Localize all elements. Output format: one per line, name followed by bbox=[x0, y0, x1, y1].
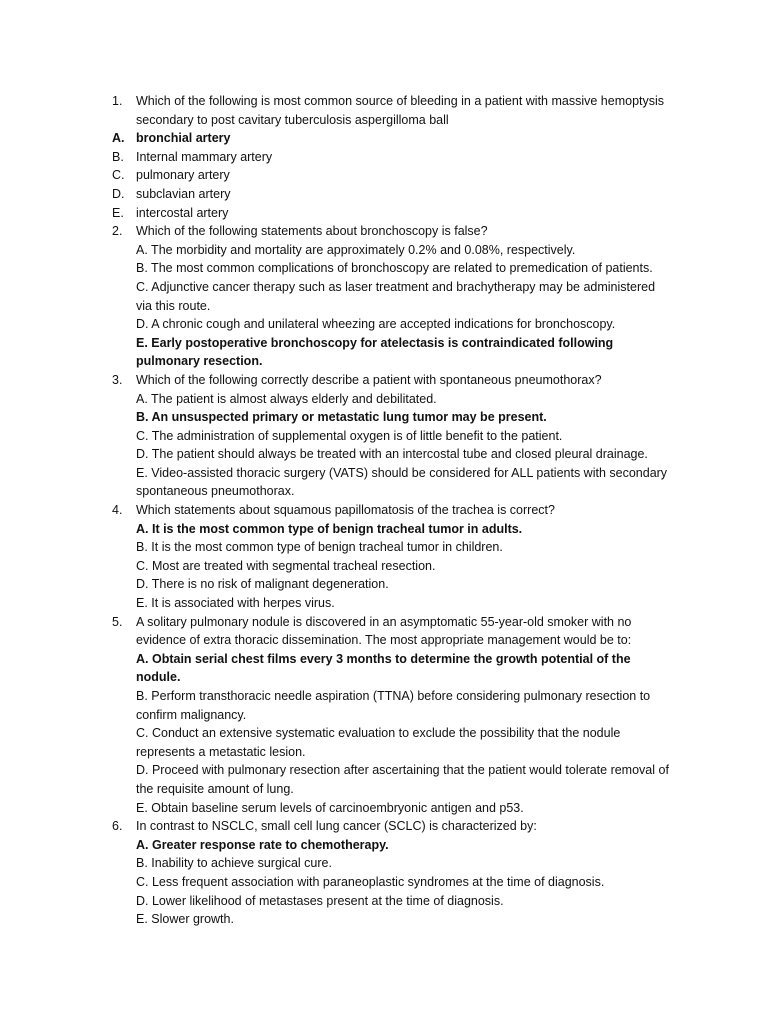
option-text: E. Obtain baseline serum levels of carcinoembryonic antigen and p53. bbox=[136, 800, 524, 815]
question-5 bbox=[112, 613, 672, 650]
answer-option bbox=[112, 204, 672, 223]
option-text: B. Perform transthoracic needle aspiration (TTNA) before considering pulmonary resection to confirm malignancy. bbox=[136, 689, 651, 722]
option-text: E. It is associated with herpes virus. bbox=[136, 596, 335, 611]
option-text: subclavian artery bbox=[136, 186, 231, 201]
answer-option bbox=[112, 427, 672, 446]
question-6 bbox=[112, 817, 672, 836]
question-2 bbox=[112, 222, 672, 241]
answer-option-correct bbox=[112, 650, 672, 687]
answer-option-correct bbox=[112, 334, 672, 371]
question-stem: A solitary pulmonary nodule is discovered in an asymptomatic 55-year-old smoker with no evidence of extra thoracic dissemination. The most appropriate management would be to: bbox=[136, 614, 632, 648]
answer-option bbox=[112, 315, 672, 334]
option-text: A. It is the most common type of benign tracheal tumor in adults. bbox=[136, 521, 523, 536]
answer-option bbox=[112, 185, 672, 204]
answer-option bbox=[112, 724, 672, 761]
question-3 bbox=[112, 371, 672, 390]
option-text: E. Early postoperative bronchoscopy for atelectasis is contraindicated following pulmonary resection. bbox=[136, 335, 614, 369]
option-text: C. Less frequent association with paraneoplastic syndromes at the time of diagnosis. bbox=[136, 874, 605, 889]
answer-option bbox=[112, 892, 672, 911]
answer-option bbox=[112, 445, 672, 464]
option-letter: B. bbox=[112, 149, 124, 164]
answer-option bbox=[112, 538, 672, 557]
question-stem: Which statements about squamous papillomatosis of the trachea is correct? bbox=[136, 503, 555, 518]
answer-option bbox=[112, 241, 672, 260]
question-stem: Which of the following is most common source of bleeding in a patient with massive hemoptysis secondary to post cavitary tuberculosis aspergilloma ball bbox=[136, 94, 665, 127]
question-list bbox=[112, 92, 672, 929]
option-text: B. An unsuspected primary or metastatic lung tumor may be present. bbox=[136, 410, 547, 425]
answer-option bbox=[112, 854, 672, 873]
question-number: 3. bbox=[112, 372, 123, 387]
answer-option bbox=[112, 873, 672, 892]
answer-option bbox=[112, 910, 672, 929]
option-text: C. Conduct an extensive systematic evaluation to exclude the possibility that the nodule represents a metastatic lesion. bbox=[136, 726, 621, 759]
answer-option bbox=[112, 148, 672, 167]
answer-option bbox=[112, 799, 672, 818]
option-text: D. The patient should always be treated with an intercostal tube and closed pleural drainage. bbox=[136, 447, 648, 462]
option-text: bronchial artery bbox=[136, 131, 231, 146]
question-number: 6. bbox=[112, 819, 123, 834]
answer-option bbox=[112, 594, 672, 613]
answer-option bbox=[112, 761, 672, 798]
option-text: E. Video-assisted thoracic surgery (VATS) should be considered for ALL patients with secondary spontaneous pneumothorax. bbox=[136, 465, 668, 499]
question-1 bbox=[112, 92, 672, 129]
option-text: Internal mammary artery bbox=[136, 149, 273, 164]
option-text: A. The morbidity and mortality are approximately 0.2% and 0.08%, respectively. bbox=[136, 242, 576, 257]
question-number: 2. bbox=[112, 224, 123, 239]
answer-option bbox=[112, 464, 672, 501]
question-stem: Which of the following correctly describe a patient with spontaneous pneumothorax? bbox=[136, 372, 602, 387]
answer-option bbox=[112, 390, 672, 409]
option-text: B. Inability to achieve surgical cure. bbox=[136, 856, 332, 871]
option-text: C. Adjunctive cancer therapy such as laser treatment and brachytherapy may be administered via this route. bbox=[136, 279, 656, 313]
question-4 bbox=[112, 501, 672, 520]
answer-option bbox=[112, 575, 672, 594]
option-letter: A. bbox=[112, 131, 125, 146]
option-text: B. It is the most common type of benign tracheal tumor in children. bbox=[136, 540, 503, 555]
option-text: intercostal artery bbox=[136, 205, 229, 220]
option-letter: E. bbox=[112, 205, 124, 220]
answer-option-correct bbox=[112, 520, 672, 539]
question-number: 1. bbox=[112, 94, 123, 108]
option-text: pulmonary artery bbox=[136, 168, 230, 183]
option-text: D. Lower likelihood of metastases present at the time of diagnosis. bbox=[136, 893, 504, 908]
answer-option bbox=[112, 278, 672, 315]
option-text: D. A chronic cough and unilateral wheezing are accepted indications for bronchoscopy. bbox=[136, 317, 616, 332]
answer-option-correct bbox=[112, 836, 672, 855]
option-text: D. Proceed with pulmonary resection after ascertaining that the patient would tolerate removal of the requisite amount of lung. bbox=[136, 763, 669, 796]
option-text: A. The patient is almost always elderly and debilitated. bbox=[136, 391, 437, 406]
option-text: C. Most are treated with segmental tracheal resection. bbox=[136, 558, 436, 573]
question-number: 5. bbox=[112, 614, 123, 629]
answer-option bbox=[112, 557, 672, 576]
question-stem: In contrast to NSCLC, small cell lung cancer (SCLC) is characterized by: bbox=[136, 819, 537, 834]
answer-option-correct bbox=[112, 129, 672, 148]
answer-option-correct bbox=[112, 408, 672, 427]
option-text: D. There is no risk of malignant degeneration. bbox=[136, 577, 389, 592]
question-stem: Which of the following statements about bronchoscopy is false? bbox=[136, 224, 488, 239]
option-text: E. Slower growth. bbox=[136, 912, 234, 927]
option-letter: D. bbox=[112, 186, 125, 201]
option-text: A. Greater response rate to chemotherapy. bbox=[136, 837, 389, 852]
answer-option bbox=[112, 687, 672, 724]
question-number: 4. bbox=[112, 503, 123, 518]
option-letter: C. bbox=[112, 168, 125, 183]
option-text: C. The administration of supplemental oxygen is of little benefit to the patient. bbox=[136, 428, 563, 443]
answer-option bbox=[112, 259, 672, 278]
option-text: B. The most common complications of bronchoscopy are related to premedication of patients. bbox=[136, 261, 653, 276]
answer-option bbox=[112, 166, 672, 185]
option-text: A. Obtain serial chest films every 3 months to determine the growth potential of the nodule. bbox=[136, 651, 631, 685]
